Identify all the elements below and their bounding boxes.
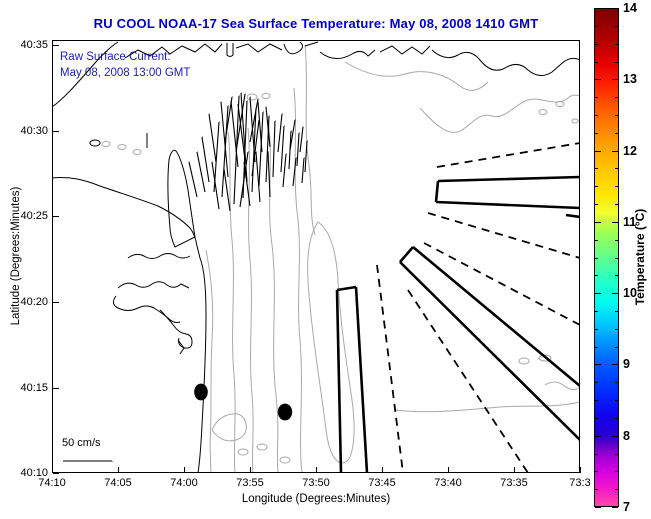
colorbar-tick	[595, 275, 598, 276]
colorbar-tick	[615, 311, 618, 312]
colorbar-tick	[615, 97, 618, 98]
colorbar-tick	[595, 26, 598, 27]
colorbar-tick	[595, 258, 598, 259]
x-tick-label: 74:10	[38, 477, 66, 489]
colorbar-tick	[595, 418, 598, 419]
colorbar-tick	[615, 329, 618, 330]
colorbar-tick	[595, 204, 598, 205]
colorbar-tick	[615, 454, 618, 455]
x-tick-mark	[448, 467, 449, 473]
colorbar-tick	[615, 418, 618, 419]
colorbar-tick-label: 10	[623, 286, 637, 301]
colorbar-tick	[595, 311, 598, 312]
colorbar-tick	[595, 168, 598, 169]
y-axis-label: Latitude (Degrees:Minutes)	[10, 186, 22, 326]
colorbar-tick	[595, 44, 598, 45]
y-tick-mark	[53, 45, 59, 46]
colorbar-tick	[595, 382, 598, 383]
colorbar-tick	[615, 382, 618, 383]
colorbar-tick-label: 9	[623, 357, 630, 372]
colorbar-tick	[615, 400, 618, 401]
colorbar-label: Temperature (°C)	[633, 208, 647, 306]
x-tick-mark	[514, 467, 515, 473]
colorbar-tick	[615, 62, 618, 63]
y-tick-mark	[53, 388, 59, 389]
colorbar-tick-label: 8	[623, 428, 630, 443]
colorbar-tick	[595, 400, 598, 401]
annotation-current-timestamp: May 08, 2008 13:00 GMT	[60, 67, 191, 79]
x-tick-label: 73:50	[302, 477, 330, 489]
colorbar-tick	[595, 364, 601, 365]
colorbar-tick	[612, 8, 618, 9]
colorbar-tick	[615, 258, 618, 259]
x-tick-label: 74:00	[170, 477, 198, 489]
figure-title: RU COOL NOAA-17 Sea Surface Temperature: May 08, 2008 1410 GMT	[93, 16, 539, 31]
annotation-raw-surface-current: Raw Surface Current:	[60, 51, 171, 63]
x-axis-label: Longitude (Degrees:Minutes)	[241, 493, 391, 505]
colorbar-tick	[615, 133, 618, 134]
colorbar-tick	[612, 79, 618, 80]
x-tick-mark	[382, 467, 383, 473]
colorbar-tick	[612, 364, 618, 365]
colorbar-tick-label: 11	[623, 214, 637, 229]
colorbar-tick	[615, 489, 618, 490]
colorbar-tick	[615, 347, 618, 348]
colorbar-tick	[615, 168, 618, 169]
colorbar-tick	[612, 151, 618, 152]
y-tick-label: 40:25	[20, 210, 48, 222]
x-tick-label: 73:40	[434, 477, 462, 489]
colorbar-tick	[615, 204, 618, 205]
colorbar-tick	[615, 115, 618, 116]
colorbar-tick	[612, 507, 618, 508]
x-tick-label: 73:45	[368, 477, 396, 489]
colorbar-tick	[595, 8, 601, 9]
y-tick-mark	[53, 473, 59, 474]
colorbar-tick-label: 14	[623, 1, 637, 15]
colorbar-tick	[612, 293, 618, 294]
colorbar-tick	[595, 97, 598, 98]
y-tick-mark	[53, 216, 59, 217]
x-tick-label: 73:55	[236, 477, 264, 489]
colorbar-tick	[595, 436, 601, 437]
colorbar-tick	[615, 275, 618, 276]
colorbar-tick	[595, 222, 601, 223]
y-tick-label: 40:10	[20, 467, 48, 479]
colorbar-tick	[595, 293, 601, 294]
colorbar-tick	[595, 79, 601, 80]
x-tick-mark	[118, 467, 119, 473]
colorbar-tick	[595, 133, 598, 134]
colorbar-tick	[595, 186, 598, 187]
x-tick-label: 73:3	[569, 477, 591, 489]
colorbar-tick-label: 7	[623, 500, 630, 514]
colorbar-tick	[615, 471, 618, 472]
colorbar-tick	[595, 329, 598, 330]
colorbar-tick	[595, 115, 598, 116]
x-tick-mark	[250, 467, 251, 473]
colorbar-tick-label: 12	[623, 143, 637, 158]
colorbar-tick	[615, 26, 618, 27]
x-tick-mark	[184, 467, 185, 473]
x-tick-mark	[316, 467, 317, 473]
colorbar-tick	[595, 240, 598, 241]
y-tick-label: 40:15	[20, 382, 48, 394]
y-tick-mark	[53, 302, 59, 303]
colorbar-tick	[615, 240, 618, 241]
colorbar-tick	[612, 436, 618, 437]
x-tick-mark	[580, 467, 581, 473]
x-tick-label: 74:05	[104, 477, 132, 489]
colorbar-tick-label: 13	[623, 72, 637, 87]
colorbar-tick	[595, 471, 598, 472]
x-tick-label: 73:35	[500, 477, 528, 489]
colorbar-tick	[595, 489, 598, 490]
colorbar-tick	[612, 222, 618, 223]
y-tick-label: 40:30	[20, 125, 48, 137]
plot-frame	[52, 40, 580, 473]
scale-legend-label: 50 cm/s	[62, 437, 101, 449]
colorbar-tick	[615, 44, 618, 45]
colorbar-tick	[595, 507, 601, 508]
y-tick-label: 40:35	[20, 39, 48, 51]
y-tick-mark	[53, 131, 59, 132]
colorbar-tick	[595, 62, 598, 63]
y-tick-label: 40:20	[20, 296, 48, 308]
colorbar-tick	[595, 454, 598, 455]
colorbar-tick	[615, 186, 618, 187]
colorbar-tick	[595, 347, 598, 348]
colorbar-tick	[595, 151, 601, 152]
